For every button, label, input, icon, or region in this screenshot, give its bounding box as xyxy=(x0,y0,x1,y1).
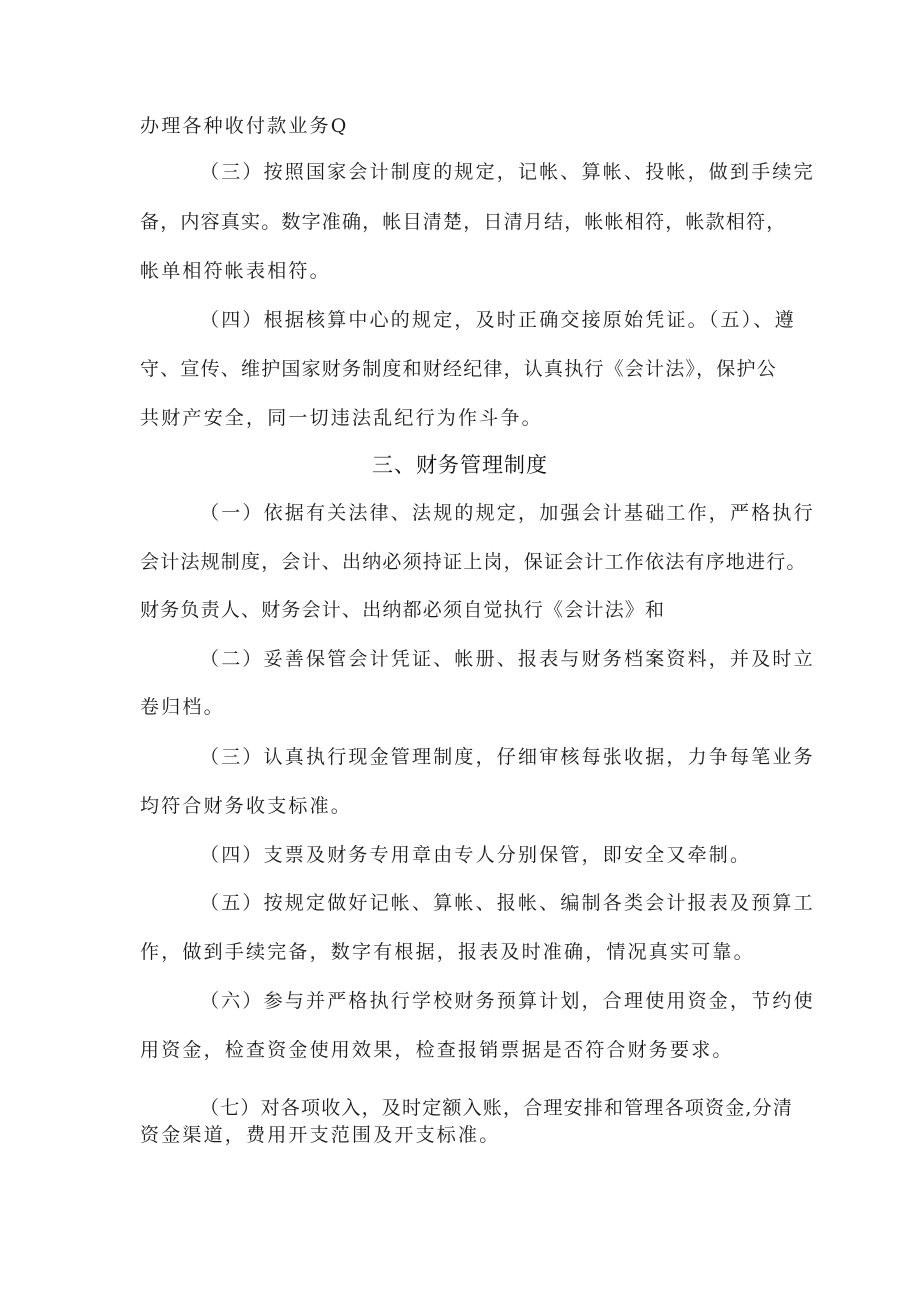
text-line: 帐单相符帐表相符。 xyxy=(140,260,331,282)
section-heading: 三、财务管理制度 xyxy=(372,453,548,477)
text-line: 用资金，检查资金使用效果，检查报销票据是否符合财务要求。 xyxy=(140,1039,734,1061)
text-line: 守、宣传、维护国家财务制度和财经纪律，认真执行《会计法》，保护公 xyxy=(140,358,777,380)
paragraph-line: （六）参与并严格执行学校财务预算计划，合理使用资金，节约使 xyxy=(200,990,815,1012)
paragraph-line: （五）按规定做好记帐、算帐、报帐、编制各类会计报表及预算工 xyxy=(200,892,815,914)
paragraph-line: （四）根据核算中心的规定，及时正确交接原始凭证。（五）、遵 xyxy=(200,309,796,331)
text-line: 卷归档。 xyxy=(140,696,225,718)
paragraph-line: （二）妥善保管会计凭证、帐册、报表与财务档案资料，并及时立 xyxy=(200,648,815,670)
text-line: 办理各种收付款业务Q xyxy=(140,115,349,137)
paragraph-line: （三）认真执行现金管理制度，仔细审核每张收据，力争每笔业务 xyxy=(200,746,815,768)
text-line: 共财产安全，同一切违法乱纪行为作斗争。 xyxy=(140,407,543,429)
paragraph-line: （七）对各项收入，及时定额入账，合理安排和管理各项资金,分清 xyxy=(200,1097,794,1119)
text-line: 资金渠道，费用开支范围及开支标准。 xyxy=(140,1124,501,1146)
paragraph-line: （四）支票及财务专用章由专人分别保管，即安全又牵制。 xyxy=(200,844,752,866)
text-line: 作，做到手续完备，数字有根据，报表及时准确，情况真实可靠。 xyxy=(140,941,755,963)
text-line: 均符合财务收支标准。 xyxy=(140,795,353,817)
paragraph-line: （三）按照国家会计制度的规定，记帐、算帐、投帐，做到手续完 xyxy=(200,161,815,183)
text-line: 会计法规制度，会计、出纳必须持证上岗，保证会计工作依法有序地进行。 xyxy=(140,551,807,573)
text-line: 备，内容真实。数字准确，帐目清楚，日清月结，帐帐相符，帐款相符， xyxy=(140,211,787,233)
paragraph-line: （一）依据有关法律、法规的规定，加强会计基础工作，严格执行 xyxy=(200,502,815,524)
text-line: 财务负责人、财务会计、出纳都必须自觉执行《会计法》和 xyxy=(140,599,666,621)
